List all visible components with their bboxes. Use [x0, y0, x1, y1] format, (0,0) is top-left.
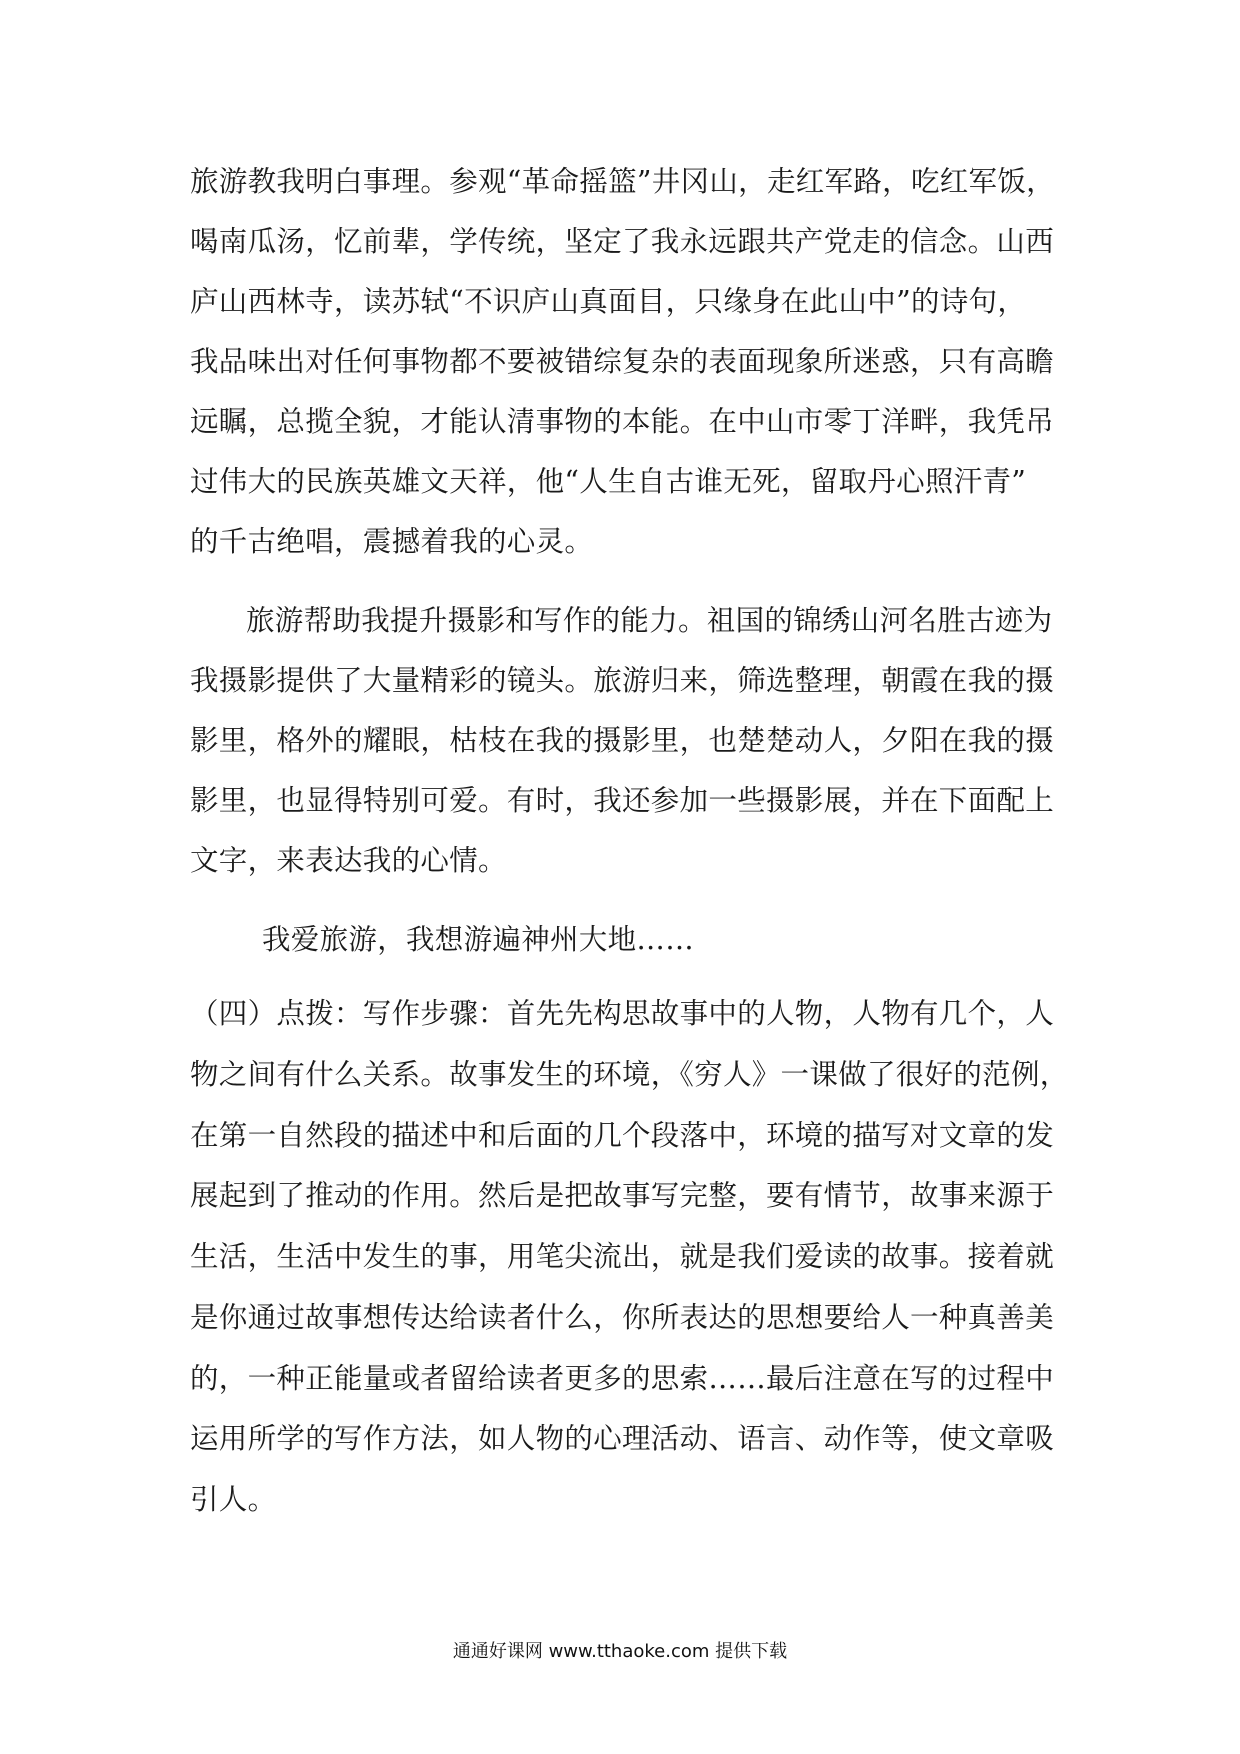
- text-line: 物之间有什么关系。故事发生的环境，《穷人》一课做了很好的范例，: [190, 1058, 1069, 1091]
- text-line: 影里，格外的耀眼，枯枝在我的摄影里，也楚楚动人，夕阳在我的摄: [190, 724, 1055, 757]
- text-line: 的，一种正能量或者留给读者更多的思索……最后注意在写的过程中: [190, 1362, 1055, 1395]
- text-line: 我品味出对任何事物都不要被错综复杂的表面现象所迷惑，只有高瞻: [190, 345, 1055, 378]
- text-line: 引人。: [190, 1483, 277, 1516]
- text-line: 我摄影提供了大量精彩的镜头。旅游归来，筛选整理，朝霞在我的摄: [190, 664, 1055, 697]
- text-line: 影里，也显得特别可爱。有时，我还参加一些摄影展，并在下面配上: [190, 784, 1055, 817]
- text-line: 是你通过故事想传达给读者什么，你所表达的思想要给人一种真善美: [190, 1301, 1055, 1334]
- text-line: （四）点拨：写作步骤：首先先构思故事中的人物，人物有几个，人: [190, 997, 1055, 1030]
- text-line: 庐山西林寺，读苏轼“不识庐山真面目，只缘身在此山中”的诗句，: [190, 285, 1027, 318]
- text-line: 文字，来表达我的心情。: [190, 844, 507, 877]
- text-line: 运用所学的写作方法，如人物的心理活动、语言、动作等，使文章吸: [190, 1422, 1055, 1455]
- text-line: 过伟大的民族英雄文天祥，他“人生自古谁无死，留取丹心照汗青”: [190, 465, 1027, 498]
- text-line: 喝南瓜汤，忆前辈，学传统，坚定了我永远跟共产党走的信念。山西: [190, 225, 1055, 258]
- text-line: 旅游帮助我提升摄影和写作的能力。祖国的锦绣山河名胜古迹为: [246, 604, 1053, 637]
- text-line: 我爱旅游，我想游遍神州大地……: [262, 923, 695, 956]
- text-line: 在第一自然段的描述中和后面的几个段落中，环境的描写对文章的发: [190, 1119, 1055, 1152]
- text-line: 的千古绝唱，震撼着我的心灵。: [190, 525, 594, 558]
- footer-watermark: 通通好课网 www.tthaoke.com 提供下载: [452, 1641, 788, 1662]
- text-line: 远瞩，总揽全貌，才能认清事物的本能。在中山市零丁洋畔，我凭吊: [190, 405, 1055, 438]
- text-line: 旅游教我明白事理。参观“革命摇篮”井冈山，走红军路，吃红军饭，: [190, 165, 1055, 198]
- text-line: 生活，生活中发生的事，用笔尖流出，就是我们爱读的故事。接着就: [190, 1240, 1055, 1273]
- text-line: 展起到了推动的作用。然后是把故事写完整，要有情节，故事来源于: [190, 1179, 1055, 1212]
